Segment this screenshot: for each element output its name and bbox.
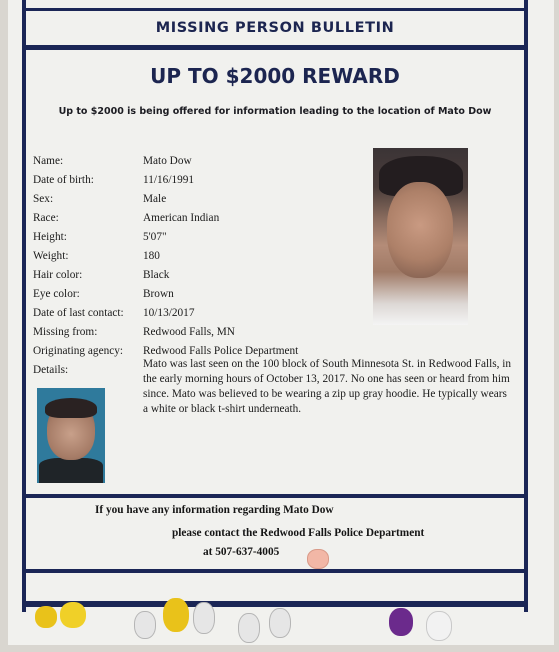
field-label: Eye color: — [33, 288, 80, 300]
push-pin-icon — [163, 598, 189, 632]
field-label: Height: — [33, 231, 67, 243]
push-pin-icon — [307, 549, 329, 569]
license-photo — [37, 388, 105, 483]
push-pin-icon — [426, 611, 452, 641]
field-label: Race: — [33, 212, 59, 224]
field-value: 180 — [143, 250, 160, 262]
contact-bottom-rule — [22, 569, 528, 573]
body-shape — [39, 458, 103, 483]
push-pin-icon — [389, 608, 413, 636]
details-label: Details: — [33, 364, 69, 376]
push-pin-icon — [134, 611, 156, 639]
field-label: Originating agency: — [33, 345, 124, 357]
contact-top-rule — [22, 494, 528, 498]
field-label: Date of last contact: — [33, 307, 124, 319]
bulletin-heading: MISSING PERSON BULLETIN — [155, 20, 395, 36]
field-label: Missing from: — [33, 326, 98, 338]
push-pin-icon — [238, 613, 260, 643]
field-label: Sex: — [33, 193, 54, 205]
push-pin-icon — [269, 608, 291, 638]
reward-subtitle: Up to $2000 is being offered for information leading to the location of Mato Dow — [58, 106, 492, 117]
field-value: 10/13/2017 — [143, 307, 195, 319]
face-shape — [387, 182, 453, 278]
field-value: Redwood Falls, MN — [143, 326, 235, 338]
field-label: Hair color: — [33, 269, 83, 281]
field-label: Name: — [33, 155, 64, 167]
field-value: Mato Dow — [143, 155, 192, 167]
field-label: Weight: — [33, 250, 69, 262]
field-value: 11/16/1991 — [143, 174, 195, 186]
field-value: Male — [143, 193, 167, 205]
bottom-rule — [22, 601, 528, 607]
hat-shape — [45, 398, 97, 418]
field-value: Redwood Falls Police Department — [143, 345, 299, 357]
reward-title: UP TO $2000 REWARD — [150, 64, 400, 88]
field-value: 5'07" — [143, 231, 167, 243]
push-pin-icon — [35, 606, 57, 628]
field-value: Brown — [143, 288, 174, 300]
field-value: Black — [143, 269, 170, 281]
contact-line-1: If you have any information regarding Mato Dow — [95, 504, 334, 516]
contact-phone: at 507-637-4005 — [203, 546, 280, 558]
person-photo — [373, 148, 468, 325]
contact-line-2: please contact the Redwood Falls Police Department — [172, 527, 425, 539]
field-label: Date of birth: — [33, 174, 94, 186]
push-pin-icon — [193, 602, 215, 634]
field-value: American Indian — [143, 212, 220, 224]
details-text: Mato was last seen on the 100 block of South Minnesota St. in Redwood Falls, in the early morning hours of October 13, 2017. No one has seen or heard from him since. Mato was believed to be wearing a zip up gray hoodie. He typically wears a white or black t-shirt underneath. — [143, 358, 512, 415]
push-pin-icon — [60, 602, 86, 628]
